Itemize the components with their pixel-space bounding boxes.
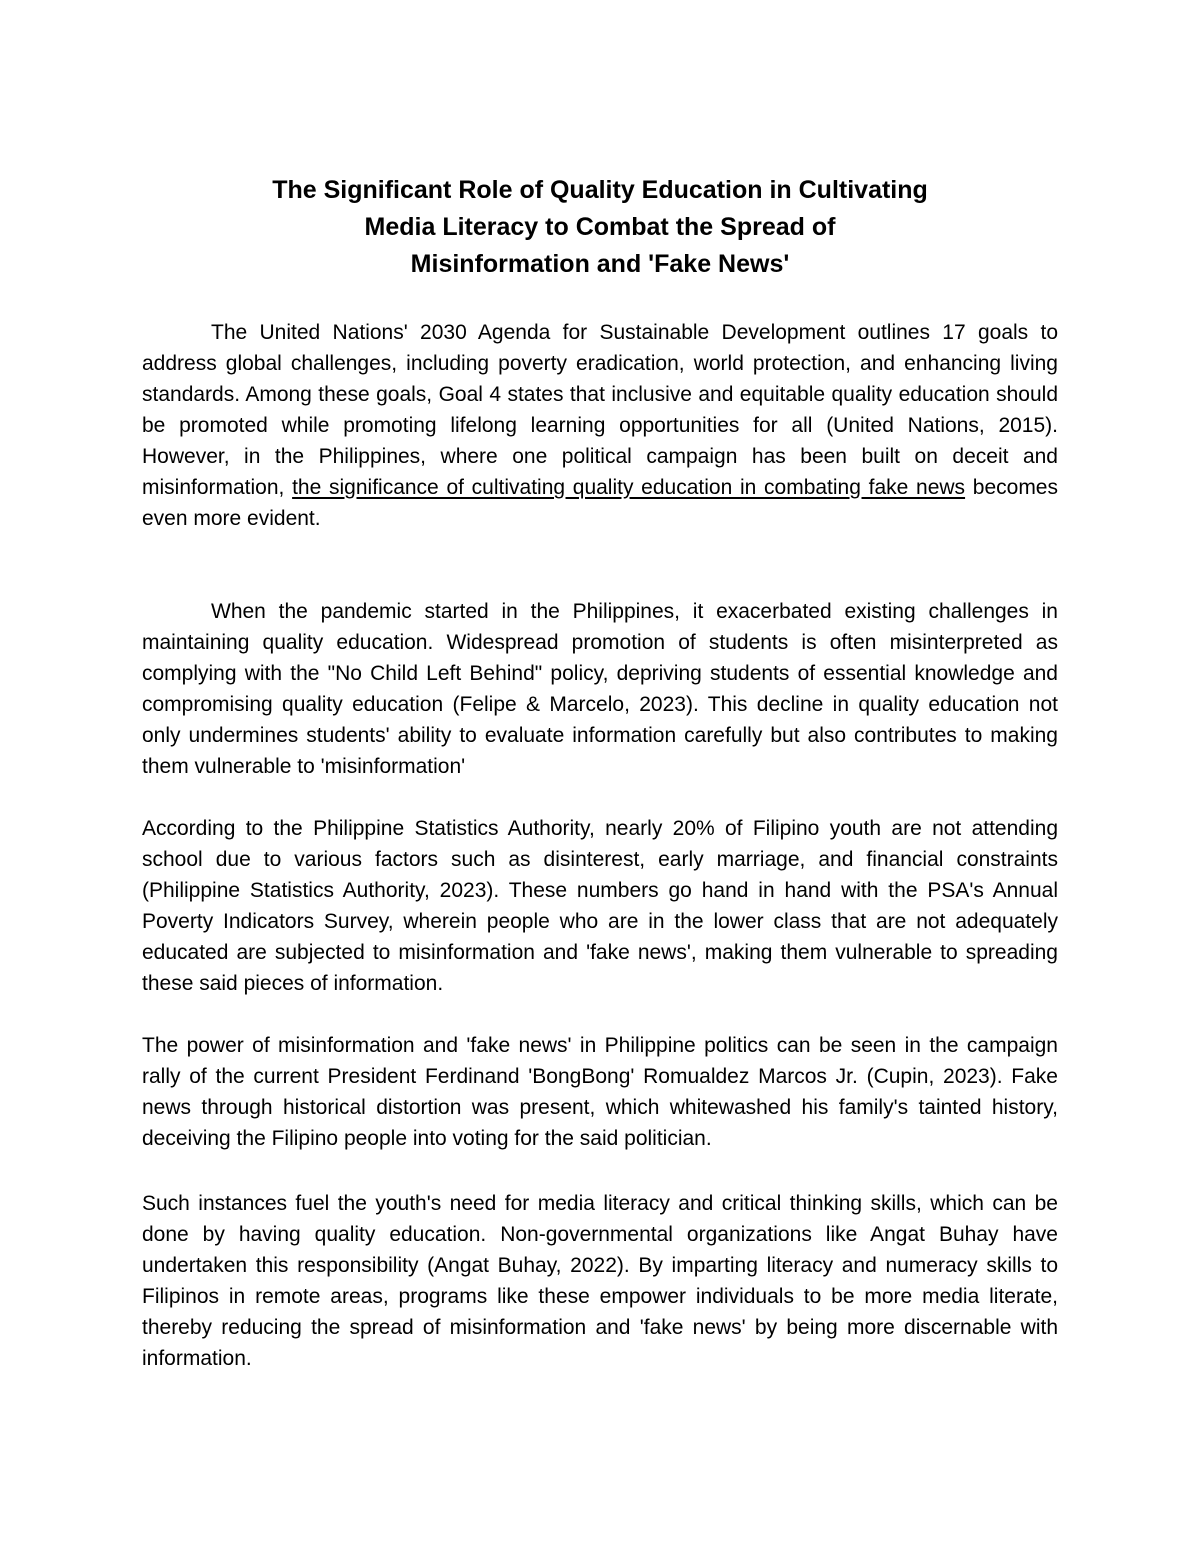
- title-line-1: The Significant Role of Quality Education in Cultivating: [272, 176, 928, 204]
- paragraph-1-underlined-thesis: the significance of cultivating quality education in combating fake news: [292, 476, 966, 499]
- title-line-2: Media Literacy to Combat the Spread of: [364, 213, 836, 241]
- paragraph-politics: The power of misinformation and 'fake news' in Philippine politics can be seen in the campaign rally of the current President Ferdinand 'BongBong' Romualdez Marcos Jr. (Cupin, 2023). Fake news through historical distortion was present, which whitewashed his family's tainted history, deceiving the Filipino people into voting for the said politician.: [142, 1034, 1058, 1150]
- paragraph-media-literacy: Such instances fuel the youth's need for media literacy and critical thinking skills, which can be done by having quality education. Non-governmental organizations like Angat Buhay have undertaken this responsibility (Angat Buhay, 2022). By imparting literacy and numeracy skills to Filipinos in remote areas, programs like these empower individuals to be more media literate, thereby reducing the spread of misinformation and 'fake news' by being more discernable with information.: [142, 1192, 1058, 1370]
- paragraph-psa-statistics: According to the Philippine Statistics Authority, nearly 20% of Filipino youth are not attending school due to various factors such as disinterest, early marriage, and financial constraints (Philippine Statistics Authority, 2023). These numbers go hand in hand with the PSA's Annual Poverty Indicators Survey, wherein people who are in the lower class that are not adequately educated are subjected to misinformation and 'fake news', making them vulnerable to spreading these said pieces of information.: [142, 817, 1058, 995]
- paragraph-1-text-end: becomes even more evident.: [142, 476, 1058, 530]
- document-title: [140, 172, 1060, 283]
- paragraph-un-agenda: [142, 317, 1058, 534]
- paragraph-1-text: The United Nations' 2030 Agenda for Sustainable Development outlines 17 goals to address global challenges, including poverty eradication, world protection, and enhancing living standards. Among these goals, Goal 4 states that inclusive and equitable quality education should be promoted while promoting lifelong learning opportunities for all (United Nations, 2015). However, in the Philippines, where one political campaign has been built on deceit and misinformation,: [142, 321, 1058, 499]
- paragraph-pandemic: When the pandemic started in the Philippines, it exacerbated existing challenges in maintaining quality education. Widespread promotion of students is often misinterpreted as complying with the "No Child Left Behind" policy, depriving students of essential knowledge and compromising quality education (Felipe & Marcelo, 2023). This decline in quality education not only undermines students' ability to evaluate information carefully but also contributes to making them vulnerable to 'misinformation': [142, 600, 1058, 778]
- title-line-3: Misinformation and 'Fake News': [410, 250, 790, 278]
